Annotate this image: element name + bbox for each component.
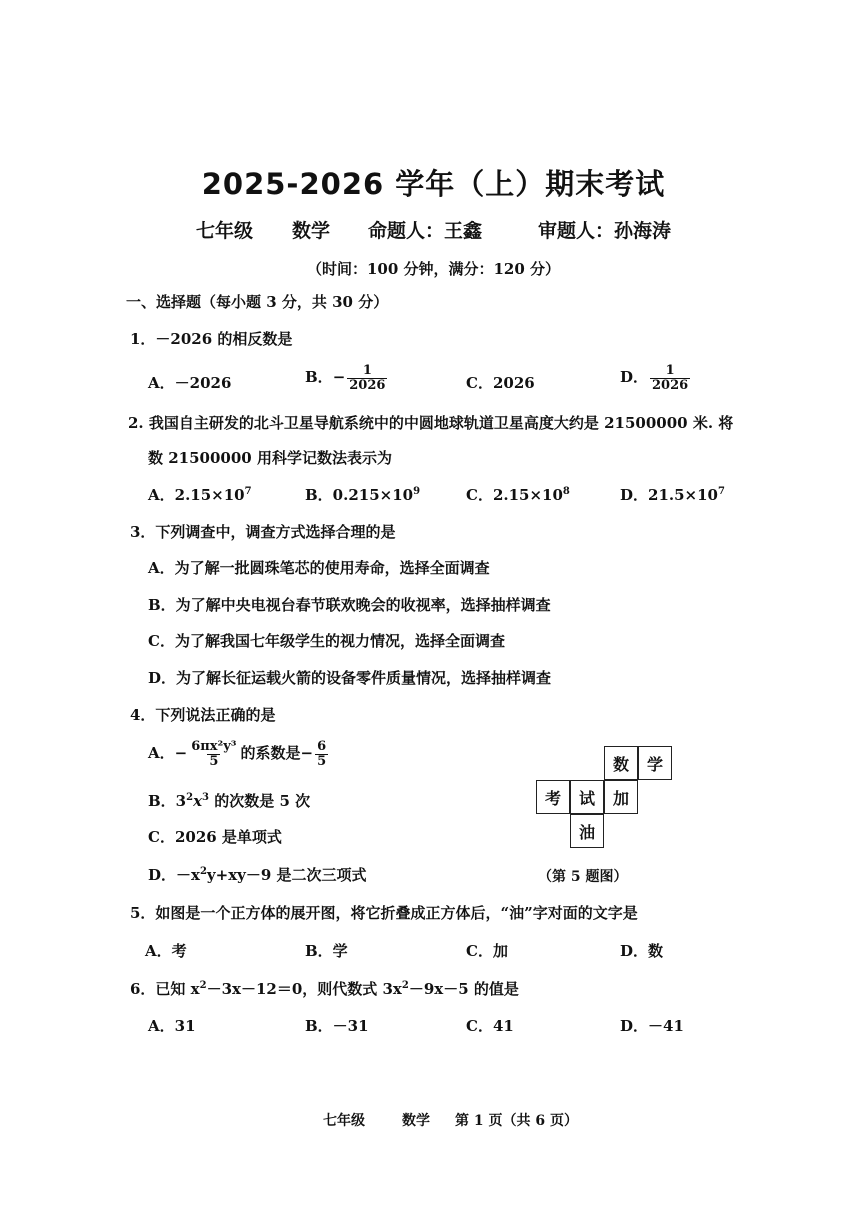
- question-4-option-a: A．− $\frac{\text{6πx²y³}}{5}$ 的系数是− $\frac{6}{5}$: [148, 739, 327, 769]
- question-4-option-b: B．$3^2x^3$ 的次数是 5 次: [148, 792, 311, 810]
- grade-label: 七年级: [196, 220, 254, 242]
- question-3-option-c: C．为了解我国七年级学生的视力情况，选择全面调查: [148, 632, 505, 650]
- footer-subject: 数学: [402, 1113, 430, 1129]
- question-1-option-c: C．2026: [466, 374, 535, 392]
- question-3-option-a: A．为了解一批圆珠笔芯的使用寿命，选择全面调查: [148, 559, 490, 577]
- question-6-option-d: D．－41: [620, 1017, 684, 1035]
- question-4-stem: 4．下列说法正确的是: [130, 706, 276, 724]
- question-2-line-2: 数 21500000 用科学记数法表示为: [148, 449, 392, 467]
- net-cell: 油: [570, 814, 604, 848]
- question-4-option-c: C．2026 是单项式: [148, 828, 282, 846]
- question-6-option-b: B．－31: [305, 1017, 369, 1035]
- question-6-option-a: A．31: [148, 1017, 196, 1035]
- question-6-stem: 6．已知 $x^2-3x-12=0$，则代数式 $3x^2-9x-5$ 的值是: [130, 980, 519, 998]
- question-2-option-a: A．$2.15\times 10^7$: [148, 486, 252, 504]
- subject-label: 数学: [292, 220, 331, 242]
- question-5-option-d: D．数: [620, 942, 664, 960]
- question-1-stem: 1．－2026 的相反数是: [130, 330, 293, 348]
- exam-title: 2025-2026 学年（上）期末考试: [201, 167, 666, 201]
- net-cell: 考: [536, 780, 570, 814]
- question-2-option-c: C．$2.15\times 10^8$: [466, 486, 570, 504]
- section-heading: 一、选择题（每小题 3 分，共 30 分）: [126, 293, 389, 311]
- question-1-option-a: A．－2026: [148, 374, 232, 392]
- question-2-option-d: D．$21.5\times 10^7$: [620, 486, 725, 504]
- question-3-stem: 3．下列调查中，调查方式选择合理的是: [130, 523, 396, 541]
- question-5-option-a: A．考: [145, 942, 187, 960]
- question-1-option-d: D． $\frac{1}{2026}$: [620, 363, 689, 393]
- figure-caption: （第 5 题图）: [538, 869, 628, 885]
- question-5-stem: 5．如图是一个正方体的展开图，将它折叠成正方体后，“油”字对面的文字是: [130, 904, 638, 922]
- question-5-option-b: B．学: [305, 942, 348, 960]
- question-3-option-d: D．为了解长征运载火箭的设备零件质量情况，选择抽样调查: [148, 669, 552, 687]
- question-5-option-c: C．加: [466, 942, 508, 960]
- cube-net-figure: [530, 746, 680, 856]
- question-1-option-b: B．− $\frac{1}{2026}$: [305, 363, 386, 393]
- net-cell: 数: [604, 746, 638, 780]
- setter-label: 命题人：王鑫: [368, 220, 483, 242]
- question-4-option-d: D．$-x^2y+xy-9$ 是二次三项式: [148, 866, 367, 884]
- question-2-option-b: B．$0.215\times 10^9$: [305, 486, 421, 504]
- footer-grade: 七年级: [323, 1113, 365, 1129]
- time-info: （时间：100 分钟，满分：120 分）: [306, 260, 561, 278]
- net-cell: 加: [604, 780, 638, 814]
- question-3-option-b: B．为了解中央电视台春节联欢晚会的收视率，选择抽样调查: [148, 596, 551, 614]
- net-cell: 学: [638, 746, 672, 780]
- question-2-line-1: 2. 我国自主研发的北斗卫星导航系统中的中圆地球轨道卫星高度大约是 21500000 米. 将: [128, 414, 734, 432]
- question-6-option-c: C．41: [466, 1017, 514, 1035]
- reviewer-label: 审题人：孙海涛: [538, 220, 672, 242]
- footer-page-number: 第 1 页（共 6 页）: [455, 1113, 578, 1129]
- net-cell: 试: [570, 780, 604, 814]
